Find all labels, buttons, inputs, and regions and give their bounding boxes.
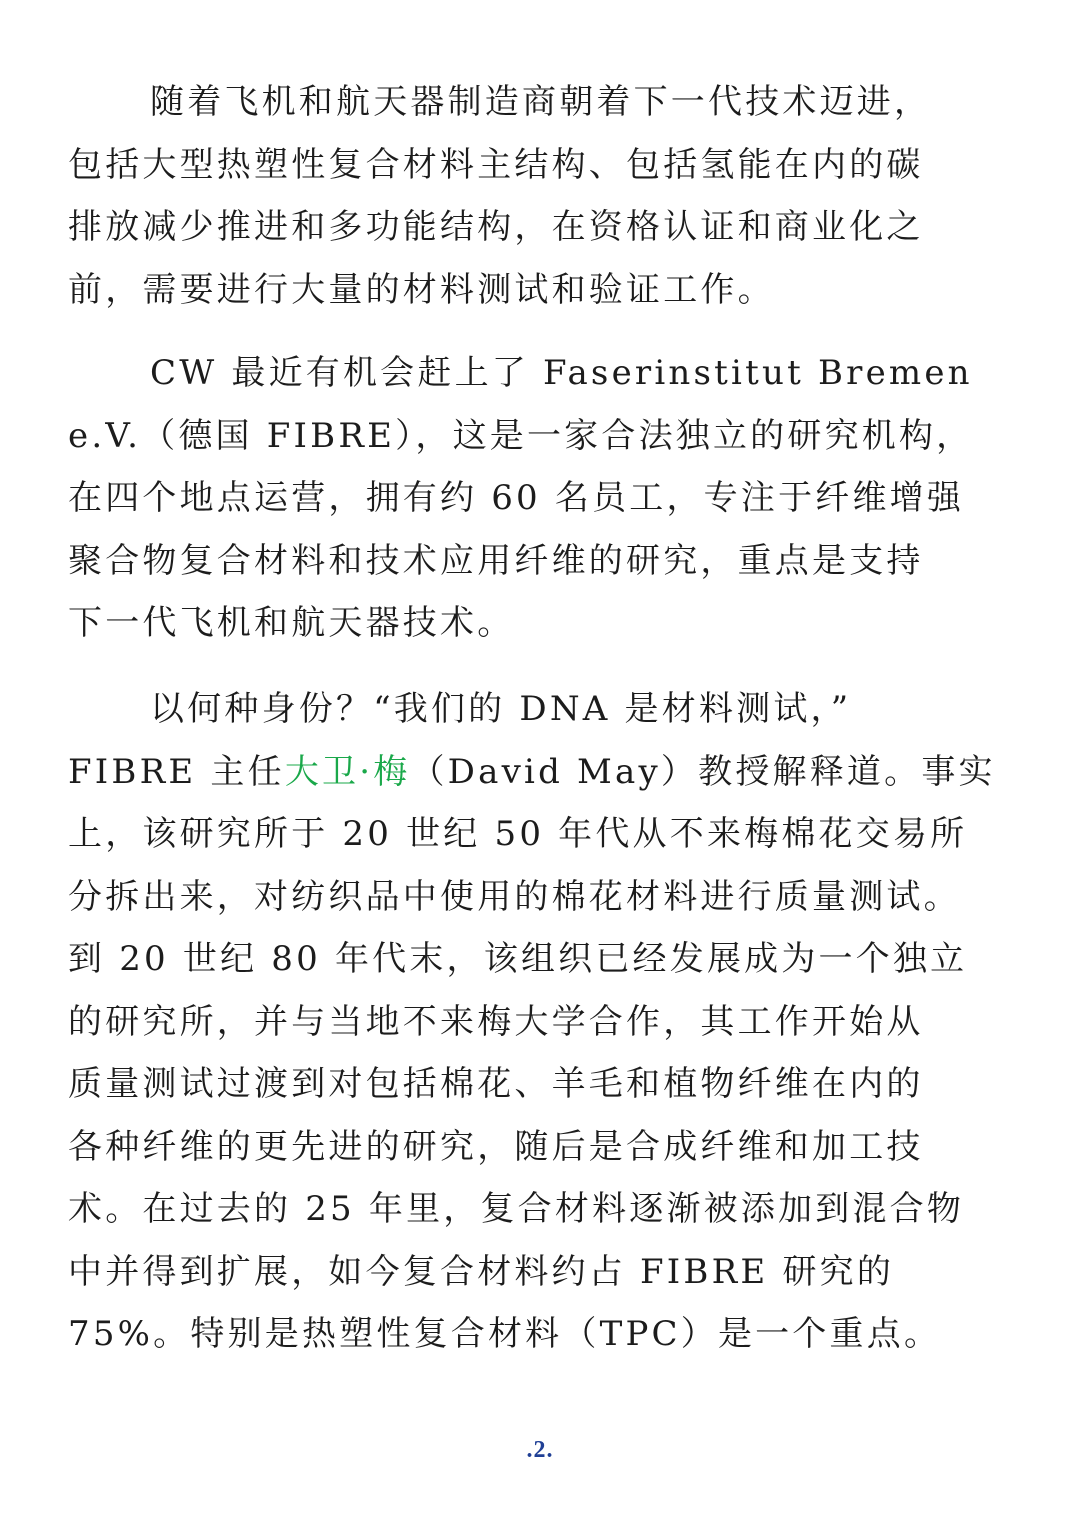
text-line: 包括大型热塑性复合材料主结构、包括氢能在内的碳 <box>68 144 924 185</box>
text-line: 聚合物复合材料和技术应用纤维的研究，重点是支持 <box>68 540 924 581</box>
text-line: 分拆出来，对纺织品中使用的棉花材料进行质量测试。 <box>68 876 961 917</box>
text-line <box>68 741 1012 804</box>
text-line: 随着飞机和航天器制造商朝着下一代技术迈进， <box>150 82 932 122</box>
text-line: 前，需要进行大量的材料测试和验证工作。 <box>68 269 775 310</box>
text-line: 到 20 世纪 80 年代末，该组织已经发展成为一个独立 <box>68 939 968 979</box>
text-line: 排放减少推进和多功能结构，在资格认证和商业化之 <box>68 207 924 247</box>
paragraph-3 <box>68 678 1012 1366</box>
paragraph-2 <box>68 342 1012 655</box>
text-line: 的研究所，并与当地不来梅大学合作，其工作开始从 <box>68 1001 924 1042</box>
text-line: e.V.（德国 FIBRE），这是一家合法独立的研究机构， <box>68 415 974 456</box>
text-line: 各种纤维的更先进的研究，随后是合成纤维和加工技 <box>68 1126 924 1167</box>
text-line: 质量测试过渡到对包括棉花、羊毛和植物纤维在内的 <box>68 1064 924 1104</box>
text-segment: （David May）教授解释道。事实 <box>410 751 996 792</box>
text-line: 在四个地点运营，拥有约 60 名员工，专注于纤维增强 <box>68 478 965 518</box>
text-line: 术。在过去的 25 年里，复合材料逐渐被添加到混合物 <box>68 1189 965 1229</box>
text-line: 75%。特别是热塑性复合材料（TPC）是一个重点。 <box>68 1314 942 1354</box>
text-line: 以何种身份？“我们的 DNA 是材料测试，” <box>150 689 852 729</box>
text-line: 下一代飞机和航天器技术。 <box>68 603 515 643</box>
text-line: CW 最近有机会赶上了 Faserinstitut Bremen <box>150 353 973 393</box>
person-name-highlight: 大卫·梅 <box>284 751 411 792</box>
page-number: .2. <box>526 1437 554 1463</box>
paragraph-1 <box>68 71 1012 321</box>
text-segment: FIBRE 主任 <box>68 751 285 792</box>
text-line: 上，该研究所于 20 世纪 50 年代从不来梅棉花交易所 <box>68 814 968 854</box>
text-line: 中并得到扩展，如今复合材料约占 FIBRE 研究的 <box>68 1251 895 1292</box>
